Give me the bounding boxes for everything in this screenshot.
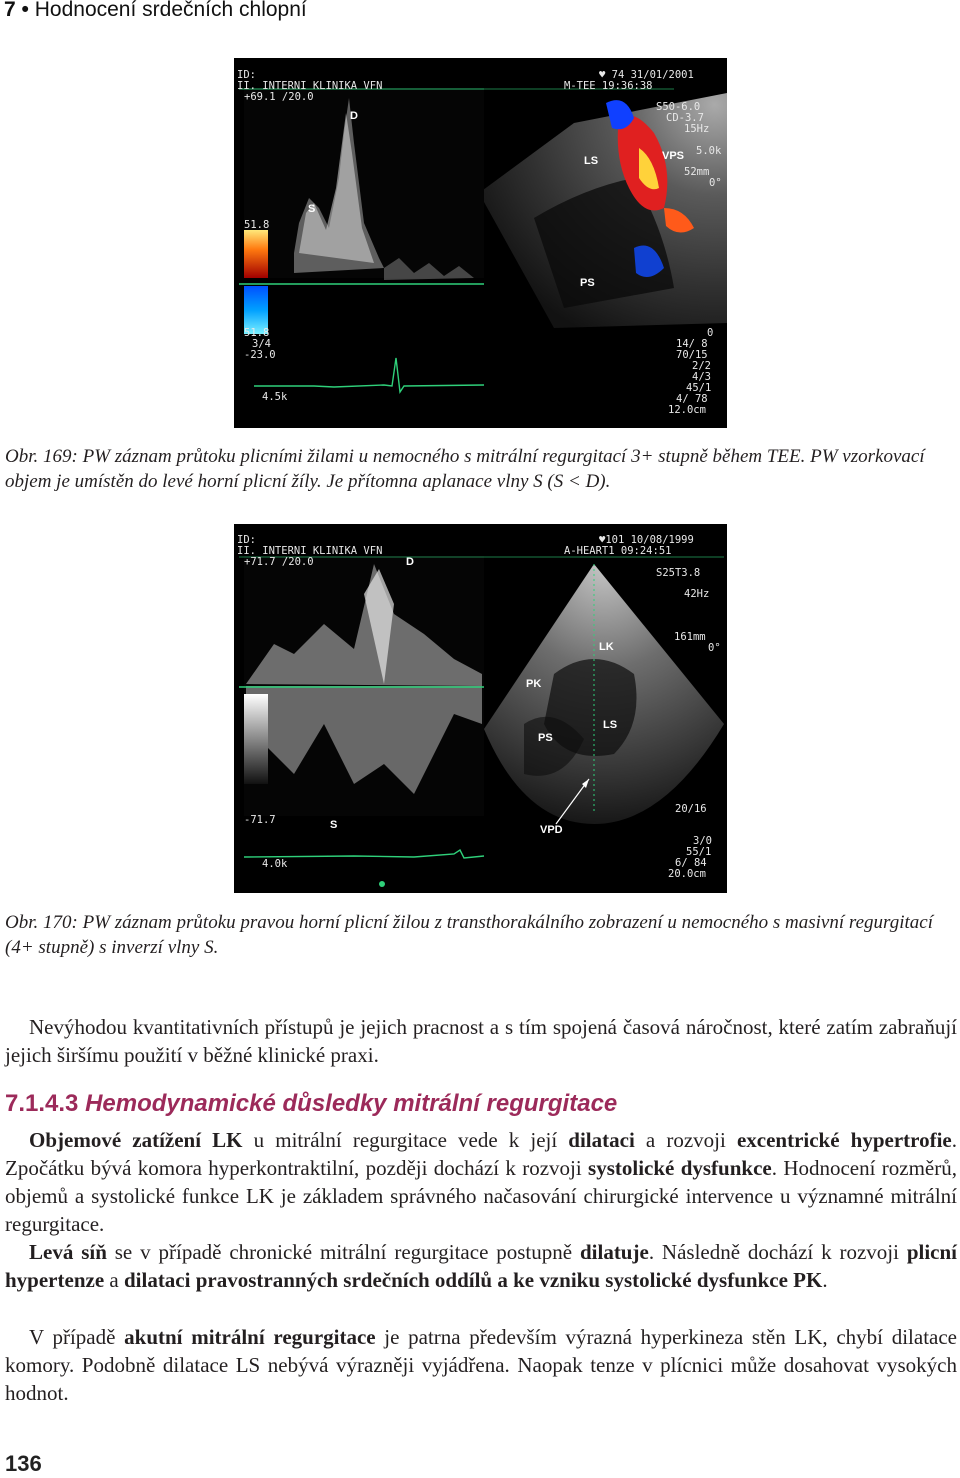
- section-title: Hemodynamické důsledky mitrální regurgitace: [85, 1090, 618, 1117]
- svg-text:161mm: 161mm: [674, 631, 706, 643]
- svg-text:+71.7 /20.0: +71.7 /20.0: [244, 556, 314, 568]
- paragraph-lk: [5, 1126, 957, 1238]
- text-run: V případě: [29, 1325, 125, 1349]
- svg-text:PK: PK: [526, 678, 542, 690]
- text-run: u mitrální regurgitace vede k její: [242, 1128, 569, 1152]
- chapter-number: 7: [4, 0, 16, 21]
- svg-text:LK: LK: [599, 641, 614, 653]
- svg-text:6/ 84: 6/ 84: [675, 857, 707, 869]
- svg-text:51.8: 51.8: [244, 327, 270, 339]
- svg-text:2/2: 2/2: [692, 360, 711, 372]
- figure-169-echo-image: [234, 58, 727, 428]
- chapter-title: Hodnocení srdečních chlopní: [34, 0, 307, 21]
- svg-text:CD-3.7: CD-3.7: [666, 112, 704, 124]
- svg-text:II. INTERNI KLINIKA VFN: II. INTERNI KLINIKA VFN: [237, 545, 383, 557]
- text-run: je patrna především výrazná hyperkineza stěn LK, chybí dilatace komory. Podobně dilatace LS nebývá výrazněji vyjádřena. Naopak tenze v plícnici může dosahovat vysokých hodnot.: [5, 1325, 957, 1405]
- svg-text:4/ 78: 4/ 78: [676, 393, 708, 405]
- bold-term: systolické dysfunkce: [588, 1156, 772, 1180]
- bold-term: dilataci: [568, 1128, 635, 1152]
- svg-text:PS: PS: [538, 732, 553, 744]
- text-run: .: [822, 1268, 828, 1292]
- bold-term: akutní mitrální regurgitace: [124, 1325, 376, 1349]
- text-run: . Zpočátku bývá komora hyperkontraktilní, později dochází k rozvoji: [5, 1128, 957, 1180]
- svg-text:5.0k: 5.0k: [696, 145, 722, 157]
- svg-text:0: 0: [707, 327, 714, 339]
- svg-text:VPS: VPS: [662, 150, 685, 162]
- svg-text:12.0cm: 12.0cm: [668, 404, 706, 416]
- svg-text:II. INTERNI KLINIKA VFN: II. INTERNI KLINIKA VFN: [237, 80, 383, 92]
- svg-text:4/3: 4/3: [692, 371, 711, 383]
- bold-term: dilataci pravostranných srdečních oddílů a ke vzniku systolické dysfunkce PK: [123, 1268, 823, 1292]
- svg-text:70/15: 70/15: [676, 349, 708, 361]
- svg-text:45/1: 45/1: [686, 382, 712, 394]
- svg-text:+69.1 /20.0: +69.1 /20.0: [244, 91, 314, 103]
- figure-170-echo-image: [234, 524, 727, 893]
- section-heading: [5, 1090, 617, 1118]
- paragraph-intro: Nevýhodou kvantitativních přístupů je jejich pracnost a s tím spojená časová náročnost, které zatím zabraňují jejich širšímu použití v běžné klinické praxi.: [5, 1015, 957, 1067]
- svg-text:S: S: [330, 819, 338, 831]
- svg-text:D: D: [350, 110, 358, 122]
- figure-169-svg: [234, 58, 727, 428]
- svg-text:S25T3.8: S25T3.8: [656, 567, 701, 579]
- bold-term: Levá síň: [29, 1240, 107, 1264]
- text-run: . Hodnocení rozměrů, objemů a systolické funkce LK je základem správného načasování chirurgické intervence u významné mitrální regurgitace.: [5, 1156, 957, 1236]
- svg-text:4.0k: 4.0k: [262, 858, 288, 870]
- svg-text:14/ 8: 14/ 8: [676, 338, 708, 350]
- svg-text:0°: 0°: [708, 642, 721, 654]
- bold-term: Objemové zatížení LK: [29, 1128, 243, 1152]
- running-header: [4, 0, 307, 22]
- header-bullet: •: [21, 0, 29, 21]
- svg-text:4.5k: 4.5k: [262, 391, 288, 403]
- svg-text:♥ 74 31/01/2001: ♥ 74 31/01/2001: [599, 69, 694, 81]
- svg-text:3/4: 3/4: [252, 338, 271, 350]
- svg-text:M-TEE 19:36:38: M-TEE 19:36:38: [564, 80, 653, 92]
- section-number: 7.1.4.3: [5, 1090, 79, 1117]
- paragraph-acute: [5, 1323, 957, 1407]
- bold-term: dilatuje: [579, 1240, 649, 1264]
- svg-text:ID:: ID:: [237, 69, 256, 81]
- svg-text:ID:: ID:: [237, 534, 256, 546]
- page-number: 136: [5, 1451, 42, 1476]
- text-run: a: [104, 1268, 124, 1292]
- bold-term: excentrické hypertrofie: [736, 1128, 952, 1152]
- svg-text:15Hz: 15Hz: [684, 123, 710, 135]
- svg-text:S: S: [308, 203, 316, 215]
- bold-term: plicní hypertenze: [5, 1240, 958, 1292]
- svg-text:0°: 0°: [709, 177, 722, 189]
- svg-text:-23.0: -23.0: [244, 349, 276, 361]
- svg-text:D: D: [406, 556, 414, 568]
- svg-text:20/16: 20/16: [675, 803, 707, 815]
- svg-text:A-HEART1 09:24:51: A-HEART1 09:24:51: [564, 545, 672, 557]
- svg-text:♥101 10/08/1999: ♥101 10/08/1999: [599, 534, 694, 546]
- svg-text:42Hz: 42Hz: [684, 588, 710, 600]
- color-scale-hot: [244, 230, 268, 278]
- figure-170-caption: Obr. 170: PW záznam průtoku pravou horní plicní žilou z transthorakálního zobrazení u nemocného s masivní regurgitací (4+ stupně) s inverzí vlny S.: [5, 912, 933, 958]
- svg-text:3/0: 3/0: [693, 835, 712, 847]
- svg-text:52mm: 52mm: [684, 166, 710, 178]
- svg-text:VPD: VPD: [540, 824, 563, 836]
- svg-text:51.8: 51.8: [244, 219, 270, 231]
- text-run: se v případě chronické mitrální regurgitace postupně: [106, 1240, 580, 1264]
- svg-text:PS: PS: [580, 277, 595, 289]
- figure-169-caption: Obr. 169: PW záznam průtoku plicními žilami u nemocného s mitrální regurgitací 3+ stupně během TEE. PW vzorkovací objem je umístěn do levé horní plicní žíly. Je přítomna aplanace vlny S (S < D).: [5, 446, 925, 492]
- svg-text:55/1: 55/1: [686, 846, 712, 858]
- svg-text:LS: LS: [603, 719, 618, 731]
- svg-text:20.0cm: 20.0cm: [668, 868, 706, 880]
- svg-text:LS: LS: [584, 155, 599, 167]
- svg-text:S50-6.0: S50-6.0: [656, 101, 701, 113]
- gray-scale-bar: [244, 694, 268, 784]
- text-run: . Následně dochází k rozvoji: [648, 1240, 907, 1264]
- figure-170-svg: [234, 524, 727, 893]
- text-run: a rozvoji: [634, 1128, 737, 1152]
- paragraph-ls: [5, 1238, 957, 1294]
- svg-text:-71.7: -71.7: [244, 814, 276, 826]
